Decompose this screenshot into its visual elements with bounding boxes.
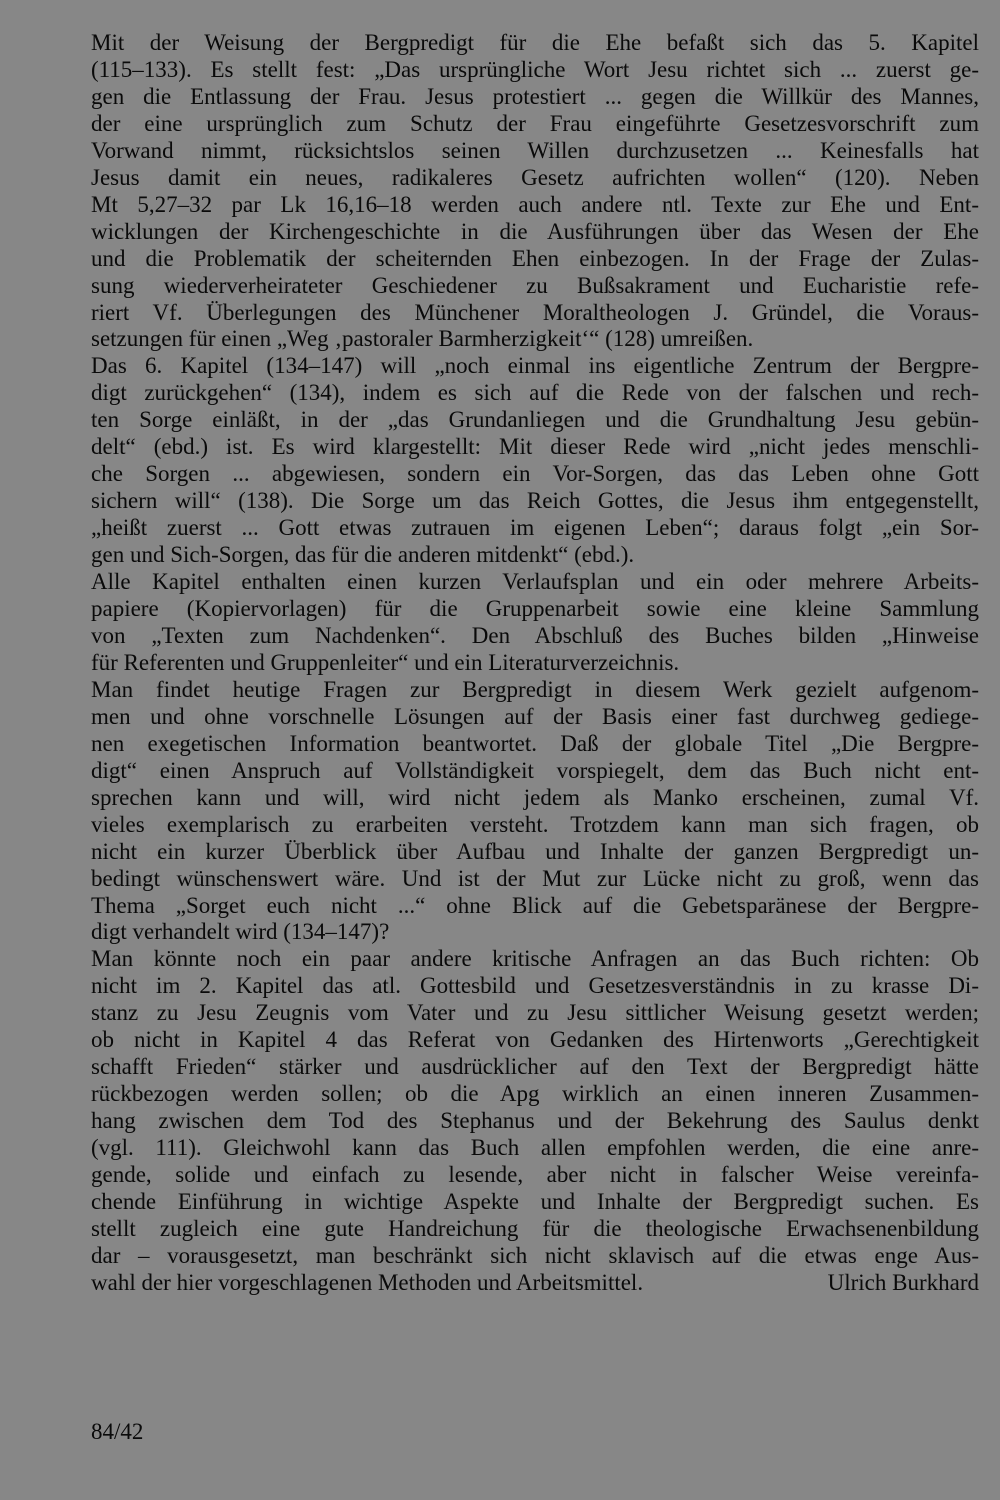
text-line: (vgl. 111). Gleichwohl kann das Buch allen empfohlen werden, die eine anre- xyxy=(91,1135,979,1161)
text-line: digt zurückgehen“ (134), indem es sich auf die Rede von der falschen und rech- xyxy=(91,380,979,406)
text-line: wahl der hier vorgeschlagenen Methoden und Arbeitsmittel. xyxy=(91,1269,644,1295)
text-line: gen und Sich-Sorgen, das für die anderen mitdenkt“ (ebd.). xyxy=(91,542,635,568)
text-line: Vorwand nimmt, rücksichtslos seinen Willen durchzusetzen ... Keinesfalls hat xyxy=(91,137,979,163)
text-line: dar – vorausgesetzt, man beschränkt sich nicht sklavisch auf die etwas enge Aus- xyxy=(91,1242,979,1268)
text-line: ob nicht in Kapitel 4 das Referat von Gedanken des Hirtenworts „Gerechtigkeit xyxy=(91,1027,979,1053)
text-line: Man findet heutige Fragen zur Bergpredigt in diesem Werk gezielt aufgenom- xyxy=(91,676,979,702)
page-number: 84/42 xyxy=(91,1419,144,1444)
text-line: Mit der Weisung der Bergpredigt für die Ehe befaßt sich das 5. Kapitel xyxy=(91,30,979,55)
text-line: gende, solide und einfach zu lesende, aber nicht in falscher Weise vereinfa- xyxy=(91,1162,979,1188)
text-line: gen die Entlassung der Frau. Jesus protestiert ... gegen die Willkür des Mannes, xyxy=(91,83,979,109)
text-line: „heißt zuerst ... Gott etwas zutrauen im eigenen Leben“; daraus folgt „ein Sor- xyxy=(91,515,979,541)
text-line: Alle Kapitel enthalten einen kurzen Verlaufsplan und ein oder mehrere Arbeits- xyxy=(91,569,979,595)
text-line: ten Sorge einläßt, in der „das Grundanliegen und die Grundhaltung Jesu gebün- xyxy=(91,407,979,433)
text-line: bedingt wünschenswert wäre. Und ist der Mut zur Lücke nicht zu groß, wenn das xyxy=(91,865,979,891)
text-line: der eine ursprünglich zum Schutz der Frau eingeführte Gesetzesvorschrift zum xyxy=(91,110,979,136)
text-line: wicklungen der Kirchengeschichte in die Ausführungen über das Wesen der Ehe xyxy=(91,218,979,244)
text-line: von „Texten zum Nachdenken“. Den Abschluß des Buches bilden „Hinweise xyxy=(91,622,979,648)
document-page xyxy=(91,30,979,1470)
text-line: Jesus damit ein neues, radikaleres Gesetz aufrichten wollen“ (120). Neben xyxy=(91,164,979,190)
paragraph xyxy=(91,677,979,947)
text-line: men und ohne vorschnelle Lösungen auf der Basis einer fast durchweg gediege- xyxy=(91,703,979,729)
paragraph xyxy=(91,30,979,353)
text-line: che Sorgen ... abgewiesen, sondern ein Vor-Sorgen, das das Leben ohne Gott xyxy=(91,461,979,487)
text-line: chende Einführung in wichtige Aspekte und Inhalte der Bergpredigt suchen. Es xyxy=(91,1188,979,1214)
author-signature: Ulrich Burkhard xyxy=(827,1269,979,1295)
text-line: stanz zu Jesu Zeugnis vom Vater und zu Jesu sittlicher Weisung gesetzt werden; xyxy=(91,1000,979,1026)
text-line: schafft Frieden“ stärker und ausdrücklicher auf den Text der Bergpredigt hätte xyxy=(91,1054,979,1080)
text-line: Thema „Sorget euch nicht ...“ ohne Blick auf die Gebetsparänese der Bergpre- xyxy=(91,892,979,918)
text-line: Das 6. Kapitel (134–147) will „noch einmal ins eigentliche Zentrum der Bergpre- xyxy=(91,353,979,379)
text-line: nicht ein kurzer Überblick über Aufbau und Inhalte der ganzen Bergpredigt un- xyxy=(91,838,979,864)
text-line: sung wiederverheirateter Geschiedener zu Bußsakrament und Eucharistie refe- xyxy=(91,272,979,298)
text-line: papiere (Kopiervorlagen) für die Gruppenarbeit sowie eine kleine Sammlung xyxy=(91,596,979,622)
text-line: und die Problematik der scheiternden Ehen einbezogen. In der Frage der Zulas- xyxy=(91,245,979,271)
text-line: riert Vf. Überlegungen des Münchener Moraltheologen J. Gründel, die Voraus- xyxy=(91,299,979,325)
text-line: rückbezogen werden sollen; ob die Apg wirklich an einen inneren Zusammen- xyxy=(91,1081,979,1107)
text-line: hang zwischen dem Tod des Stephanus und der Bekehrung des Saulus denkt xyxy=(91,1108,979,1134)
text-line: (115–133). Es stellt fest: „Das ursprüngliche Wort Jesu richtet sich ... zuerst ge- xyxy=(91,56,979,82)
text-line: Man könnte noch ein paar andere kritische Anfragen an das Buch richten: Ob xyxy=(91,946,979,972)
text-line: sichern will“ (138). Die Sorge um das Reich Gottes, die Jesus ihm entgegenstellt, xyxy=(91,488,979,514)
text-line: nicht im 2. Kapitel das atl. Gottesbild und Gesetzesverständnis in zu krasse Di- xyxy=(91,973,979,999)
text-line: delt“ (ebd.) ist. Es wird klargestellt: Mit dieser Rede wird „nicht jedes menschli- xyxy=(91,434,979,460)
text-line: Mt 5,27–32 par Lk 16,16–18 werden auch andere ntl. Texte zur Ehe und Ent- xyxy=(91,191,979,217)
text-line: für Referenten und Gruppenleiter“ und ein Literaturverzeichnis. xyxy=(91,649,680,675)
text-line: nen exegetischen Information beantwortet. Daß der globale Titel „Die Bergpre- xyxy=(91,730,979,756)
review-text xyxy=(91,30,979,1297)
closing-line xyxy=(91,1270,979,1297)
text-line: vieles exemplarisch zu erarbeiten versteht. Trotzdem kann man sich fragen, ob xyxy=(91,811,979,837)
paragraph xyxy=(91,353,979,569)
paragraph xyxy=(91,946,979,1296)
paragraph xyxy=(91,569,979,677)
text-line: sprechen kann und will, wird nicht jedem als Manko erscheinen, zumal Vf. xyxy=(91,784,979,810)
text-line: stellt zugleich eine gute Handreichung für die theologische Erwachsenenbildung xyxy=(91,1215,979,1241)
text-line: digt verhandelt wird (134–147)? xyxy=(91,919,390,945)
text-line: setzungen für einen „Weg ‚pastoraler Barmherzigkeit‘“ (128) umreißen. xyxy=(91,326,754,352)
text-line: digt“ einen Anspruch auf Vollständigkeit vorspiegelt, dem das Buch nicht ent- xyxy=(91,757,979,783)
